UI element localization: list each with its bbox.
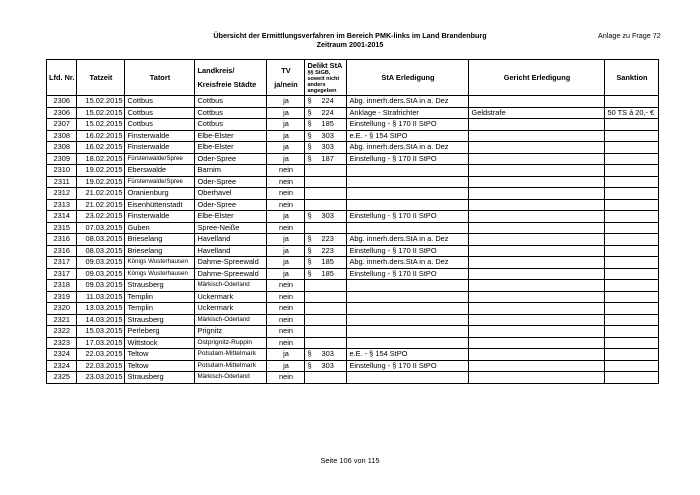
paragraph-symbol: § bbox=[307, 360, 312, 370]
table-row bbox=[47, 176, 659, 188]
table-row bbox=[47, 245, 659, 257]
cell-sta: e.E. - § 154 StPO bbox=[347, 349, 469, 361]
cell-sanktion bbox=[605, 360, 659, 372]
cell-sta bbox=[347, 165, 469, 177]
cell-delikt bbox=[305, 245, 347, 257]
cell-gericht bbox=[469, 153, 605, 165]
cell-nr: 2311 bbox=[47, 176, 77, 188]
cell-tatort: Cottbus bbox=[125, 119, 195, 131]
cell-tatort: Königs Wusterhausen bbox=[125, 257, 195, 269]
col-header-tatort: Tatort bbox=[125, 60, 195, 96]
cell-tv: nein bbox=[267, 199, 305, 211]
cell-sanktion bbox=[605, 188, 659, 200]
cell-tv: ja bbox=[267, 245, 305, 257]
table-row bbox=[47, 372, 659, 384]
table-row bbox=[47, 349, 659, 361]
cell-nr: 2312 bbox=[47, 188, 77, 200]
paragraph-symbol: § bbox=[307, 349, 312, 358]
cell-tatort: Strausberg bbox=[125, 314, 195, 326]
cell-landkreis: Dahme-Spreewald bbox=[195, 257, 267, 269]
cell-gericht bbox=[469, 165, 605, 177]
cell-nr: 2315 bbox=[47, 222, 77, 234]
cell-gericht bbox=[469, 280, 605, 292]
cell-sanktion bbox=[605, 372, 659, 384]
cell-landkreis: Prignitz bbox=[195, 326, 267, 338]
cell-nr: 2322 bbox=[47, 326, 77, 338]
cell-delikt bbox=[305, 257, 347, 269]
cell-tv: nein bbox=[267, 337, 305, 349]
paragraph-symbol: § bbox=[307, 245, 312, 255]
cell-sta: Einstellung - § 170 II StPO bbox=[347, 360, 469, 372]
cell-nr: 2323 bbox=[47, 337, 77, 349]
cell-sanktion bbox=[605, 119, 659, 131]
cell-sanktion bbox=[605, 280, 659, 292]
cell-delikt bbox=[305, 199, 347, 211]
col-header-tv-line2: ja/nein bbox=[274, 79, 298, 89]
table-row bbox=[47, 314, 659, 326]
title-line-1: Übersicht der Ermittlungsverfahren im Bereich PMK-links im Land Brandenburg bbox=[213, 31, 487, 40]
paragraph-number: 303 bbox=[321, 360, 334, 370]
cell-landkreis: Elbe-Elster bbox=[195, 142, 267, 154]
paragraph-symbol: § bbox=[307, 142, 312, 151]
cell-sta: Abg. innerh.ders.StA in a. Dez bbox=[347, 234, 469, 246]
cell-tatzeit: 23.03.2015 bbox=[77, 372, 125, 384]
col-header-tv-line1: TV bbox=[281, 65, 291, 75]
cell-tatzeit: 23.02.2015 bbox=[77, 211, 125, 223]
cell-gericht bbox=[469, 130, 605, 142]
cell-gericht bbox=[469, 326, 605, 338]
cell-delikt bbox=[305, 234, 347, 246]
table-header-row bbox=[47, 60, 659, 96]
table-row bbox=[47, 268, 659, 280]
cell-tatort: Finsterwalde bbox=[125, 211, 195, 223]
cell-delikt bbox=[305, 188, 347, 200]
cell-sta: Einstellung - § 170 II StPO bbox=[347, 153, 469, 165]
cell-nr: 2306 bbox=[47, 107, 77, 119]
cell-tv: ja bbox=[267, 142, 305, 154]
cell-landkreis: Havelland bbox=[195, 234, 267, 246]
cell-tatzeit: 09.03.2015 bbox=[77, 257, 125, 269]
cell-nr: 2308 bbox=[47, 130, 77, 142]
paragraph-number: 185 bbox=[321, 268, 334, 278]
cell-tatzeit: 14.03.2015 bbox=[77, 314, 125, 326]
cell-nr: 2318 bbox=[47, 280, 77, 292]
cell-sanktion bbox=[605, 234, 659, 246]
cell-delikt bbox=[305, 222, 347, 234]
cell-landkreis: Ostprignitz-Ruppin bbox=[195, 337, 267, 349]
cell-tv: ja bbox=[267, 257, 305, 269]
cell-tv: nein bbox=[267, 222, 305, 234]
cell-gericht bbox=[469, 291, 605, 303]
cell-landkreis: Märkisch-Oderland bbox=[195, 372, 267, 384]
cell-tatort: Wittstock bbox=[125, 337, 195, 349]
table-row bbox=[47, 291, 659, 303]
cell-delikt bbox=[305, 314, 347, 326]
cell-nr: 2321 bbox=[47, 314, 77, 326]
cell-tatzeit: 16.02.2015 bbox=[77, 142, 125, 154]
cell-tv: ja bbox=[267, 234, 305, 246]
cell-tv: ja bbox=[267, 130, 305, 142]
cell-delikt bbox=[305, 360, 347, 372]
cell-tatort: Finsterwalde bbox=[125, 130, 195, 142]
col-header-delikt-title: Delikt StA bbox=[307, 61, 343, 70]
cell-delikt bbox=[305, 107, 347, 119]
cell-landkreis: Elbe-Elster bbox=[195, 211, 267, 223]
cell-tv: nein bbox=[267, 291, 305, 303]
table-row bbox=[47, 222, 659, 234]
document-title bbox=[0, 31, 700, 49]
cell-gericht bbox=[469, 268, 605, 280]
cell-tatzeit: 08.03.2015 bbox=[77, 234, 125, 246]
cell-gericht bbox=[469, 199, 605, 211]
col-header-tatzeit: Tatzeit bbox=[77, 60, 125, 96]
cell-nr: 2310 bbox=[47, 165, 77, 177]
paragraph-symbol: § bbox=[307, 211, 312, 220]
col-header-nr: Lfd. Nr. bbox=[47, 60, 77, 96]
cell-sanktion bbox=[605, 176, 659, 188]
cell-sanktion bbox=[605, 130, 659, 142]
cell-sanktion bbox=[605, 337, 659, 349]
cell-sanktion bbox=[605, 303, 659, 315]
table-row bbox=[47, 337, 659, 349]
paragraph-symbol: § bbox=[307, 257, 312, 266]
cell-landkreis: Potsdam-Mittelmark bbox=[195, 349, 267, 361]
paragraph-number: 185 bbox=[321, 257, 334, 266]
cell-tatort: Templin bbox=[125, 291, 195, 303]
cell-tatzeit: 22.03.2015 bbox=[77, 360, 125, 372]
cell-tv: nein bbox=[267, 314, 305, 326]
cell-tatzeit: 09.03.2015 bbox=[77, 280, 125, 292]
cell-tv: nein bbox=[267, 176, 305, 188]
table-row bbox=[47, 257, 659, 269]
cell-nr: 2316 bbox=[47, 245, 77, 257]
cell-landkreis: Oberhavel bbox=[195, 188, 267, 200]
cell-gericht bbox=[469, 96, 605, 108]
cell-tatzeit: 07.03.2015 bbox=[77, 222, 125, 234]
cell-sanktion bbox=[605, 211, 659, 223]
cell-sta bbox=[347, 280, 469, 292]
cell-tatzeit: 09.03.2015 bbox=[77, 268, 125, 280]
cell-tatzeit: 15.02.2015 bbox=[77, 96, 125, 108]
cell-tv: nein bbox=[267, 188, 305, 200]
cell-delikt bbox=[305, 130, 347, 142]
cell-tatort: Brieselang bbox=[125, 234, 195, 246]
cell-landkreis: Spree-Neiße bbox=[195, 222, 267, 234]
cell-sta bbox=[347, 303, 469, 315]
cell-delikt bbox=[305, 337, 347, 349]
cell-gericht bbox=[469, 245, 605, 257]
cell-landkreis: Dahme-Spreewald bbox=[195, 268, 267, 280]
cell-tatort: Templin bbox=[125, 303, 195, 315]
cell-tatzeit: 15.03.2015 bbox=[77, 326, 125, 338]
annex-label: Anlage zu Frage 72 bbox=[598, 31, 661, 40]
paragraph-number: 303 bbox=[321, 130, 334, 140]
cell-tatort: Teltow bbox=[125, 360, 195, 372]
cell-landkreis: Elbe-Elster bbox=[195, 130, 267, 142]
cell-sta bbox=[347, 188, 469, 200]
cell-delikt bbox=[305, 303, 347, 315]
cell-tatzeit: 21.02.2015 bbox=[77, 199, 125, 211]
table-body bbox=[47, 96, 659, 384]
table-row bbox=[47, 142, 659, 154]
paragraph-number: 303 bbox=[321, 349, 334, 358]
cell-gericht bbox=[469, 257, 605, 269]
cell-delikt bbox=[305, 268, 347, 280]
cell-sanktion bbox=[605, 165, 659, 177]
cell-delikt bbox=[305, 211, 347, 223]
table-row bbox=[47, 326, 659, 338]
table-row bbox=[47, 211, 659, 223]
cell-sta: Anklage - Strafrichter bbox=[347, 107, 469, 119]
cell-gericht bbox=[469, 222, 605, 234]
table-row bbox=[47, 119, 659, 131]
paragraph-symbol: § bbox=[307, 153, 312, 163]
cell-tatzeit: 11.03.2015 bbox=[77, 291, 125, 303]
paragraph-number: 223 bbox=[321, 234, 334, 243]
cell-delikt bbox=[305, 176, 347, 188]
cell-tatort: Strausberg bbox=[125, 280, 195, 292]
cell-sta bbox=[347, 372, 469, 384]
cell-nr: 2307 bbox=[47, 119, 77, 131]
cell-sta bbox=[347, 337, 469, 349]
cell-nr: 2313 bbox=[47, 199, 77, 211]
proceedings-table bbox=[46, 59, 659, 384]
cell-tatzeit: 15.02.2015 bbox=[77, 119, 125, 131]
cell-sta: Abg. innerh.ders.StA in a. Dez bbox=[347, 142, 469, 154]
cell-nr: 2309 bbox=[47, 153, 77, 165]
cell-delikt bbox=[305, 96, 347, 108]
cell-nr: 2324 bbox=[47, 349, 77, 361]
cell-tatort: Eisenhüttenstadt bbox=[125, 199, 195, 211]
paragraph-number: 187 bbox=[321, 153, 334, 163]
cell-delikt bbox=[305, 165, 347, 177]
cell-landkreis: Barnim bbox=[195, 165, 267, 177]
paragraph-symbol: § bbox=[307, 107, 312, 117]
cell-tv: nein bbox=[267, 372, 305, 384]
cell-sta bbox=[347, 314, 469, 326]
cell-gericht: Geldstrafe bbox=[469, 107, 605, 119]
cell-gericht bbox=[469, 211, 605, 223]
cell-sta: Abg. innerh.ders.StA in a. Dez bbox=[347, 257, 469, 269]
cell-tatort: Perleberg bbox=[125, 326, 195, 338]
cell-tatort: Eberswalde bbox=[125, 165, 195, 177]
table-row bbox=[47, 360, 659, 372]
cell-landkreis: Oder-Spree bbox=[195, 153, 267, 165]
cell-nr: 2306 bbox=[47, 96, 77, 108]
cell-tatort: Brieselang bbox=[125, 245, 195, 257]
cell-sanktion bbox=[605, 291, 659, 303]
col-header-landkreis bbox=[195, 60, 267, 96]
cell-sanktion bbox=[605, 245, 659, 257]
cell-gericht bbox=[469, 372, 605, 384]
cell-sanktion bbox=[605, 96, 659, 108]
table-row bbox=[47, 96, 659, 108]
cell-tatort: Teltow bbox=[125, 349, 195, 361]
cell-tatort: Finsterwalde bbox=[125, 142, 195, 154]
cell-sanktion bbox=[605, 314, 659, 326]
cell-nr: 2325 bbox=[47, 372, 77, 384]
cell-gericht bbox=[469, 142, 605, 154]
cell-tatzeit: 17.03.2015 bbox=[77, 337, 125, 349]
cell-tatort: Strausberg bbox=[125, 372, 195, 384]
cell-gericht bbox=[469, 234, 605, 246]
cell-tv: ja bbox=[267, 96, 305, 108]
cell-nr: 2319 bbox=[47, 291, 77, 303]
cell-sanktion bbox=[605, 268, 659, 280]
cell-landkreis: Potsdam-Mittelmark bbox=[195, 360, 267, 372]
cell-tv: ja bbox=[267, 107, 305, 119]
col-header-sta: StA Erledigung bbox=[347, 60, 469, 96]
table-row bbox=[47, 107, 659, 119]
cell-tatort: Fürstenwalde/Spree bbox=[125, 176, 195, 188]
table-row bbox=[47, 234, 659, 246]
cell-sta bbox=[347, 326, 469, 338]
cell-landkreis: Uckermark bbox=[195, 303, 267, 315]
paragraph-symbol: § bbox=[307, 96, 312, 105]
table-row bbox=[47, 130, 659, 142]
cell-delikt bbox=[305, 349, 347, 361]
cell-delikt bbox=[305, 119, 347, 131]
cell-landkreis: Märkisch-Oderland bbox=[195, 314, 267, 326]
cell-gericht bbox=[469, 337, 605, 349]
cell-gericht bbox=[469, 176, 605, 188]
col-header-landkreis-line2: Kreisfreie Städte bbox=[197, 79, 257, 89]
cell-tatzeit: 19.02.2015 bbox=[77, 165, 125, 177]
cell-tv: ja bbox=[267, 119, 305, 131]
cell-tatort: Fürstenwalde/Spree bbox=[125, 153, 195, 165]
cell-nr: 2317 bbox=[47, 257, 77, 269]
cell-gericht bbox=[469, 303, 605, 315]
cell-sta: Einstellung - § 170 II StPO bbox=[347, 211, 469, 223]
cell-delikt bbox=[305, 142, 347, 154]
cell-tv: nein bbox=[267, 303, 305, 315]
paragraph-number: 223 bbox=[321, 245, 334, 255]
cell-tatort: Oranienburg bbox=[125, 188, 195, 200]
cell-nr: 2320 bbox=[47, 303, 77, 315]
cell-tatzeit: 21.02.2015 bbox=[77, 188, 125, 200]
cell-tatort: Königs Wusterhausen bbox=[125, 268, 195, 280]
cell-landkreis: Cottbus bbox=[195, 119, 267, 131]
cell-tv: nein bbox=[267, 280, 305, 292]
table-row bbox=[47, 153, 659, 165]
cell-sta bbox=[347, 291, 469, 303]
col-header-gericht: Gericht Erledigung bbox=[469, 60, 605, 96]
cell-nr: 2316 bbox=[47, 234, 77, 246]
col-header-sanktion: Sanktion bbox=[605, 60, 659, 96]
cell-tatzeit: 08.03.2015 bbox=[77, 245, 125, 257]
cell-gericht bbox=[469, 314, 605, 326]
cell-delikt bbox=[305, 326, 347, 338]
paragraph-number: 224 bbox=[321, 96, 334, 105]
cell-nr: 2317 bbox=[47, 268, 77, 280]
cell-sta bbox=[347, 222, 469, 234]
cell-landkreis: Oder-Spree bbox=[195, 176, 267, 188]
cell-gericht bbox=[469, 119, 605, 131]
cell-delikt bbox=[305, 280, 347, 292]
cell-gericht bbox=[469, 360, 605, 372]
cell-tv: ja bbox=[267, 268, 305, 280]
paragraph-symbol: § bbox=[307, 234, 312, 243]
cell-sta bbox=[347, 199, 469, 211]
cell-sta bbox=[347, 176, 469, 188]
paragraph-number: 185 bbox=[321, 119, 334, 128]
cell-landkreis: Oder-Spree bbox=[195, 199, 267, 211]
cell-sanktion bbox=[605, 199, 659, 211]
cell-gericht bbox=[469, 349, 605, 361]
cell-tv: nein bbox=[267, 326, 305, 338]
col-header-delikt bbox=[305, 60, 347, 96]
cell-landkreis: Cottbus bbox=[195, 96, 267, 108]
cell-landkreis: Havelland bbox=[195, 245, 267, 257]
col-header-landkreis-line1: Landkreis/ bbox=[197, 65, 235, 75]
paragraph-number: 224 bbox=[321, 107, 334, 117]
title-line-2: Zeitraum 2001-2015 bbox=[316, 40, 384, 49]
cell-sta: Abg. innerh.ders.StA in a. Dez bbox=[347, 96, 469, 108]
cell-tatzeit: 18.02.2015 bbox=[77, 153, 125, 165]
cell-tatzeit: 15.02.2015 bbox=[77, 107, 125, 119]
col-header-tv bbox=[267, 60, 305, 96]
paragraph-number: 303 bbox=[321, 211, 334, 220]
cell-tv: nein bbox=[267, 165, 305, 177]
cell-tv: ja bbox=[267, 211, 305, 223]
cell-sta: Einstellung - § 170 II StPO bbox=[347, 245, 469, 257]
cell-landkreis: Märkisch-Oderland bbox=[195, 280, 267, 292]
paragraph-symbol: § bbox=[307, 268, 312, 278]
cell-nr: 2314 bbox=[47, 211, 77, 223]
cell-tv: ja bbox=[267, 153, 305, 165]
cell-tatzeit: 19.02.2015 bbox=[77, 176, 125, 188]
cell-tatort: Cottbus bbox=[125, 96, 195, 108]
cell-tatzeit: 13.03.2015 bbox=[77, 303, 125, 315]
cell-sta: Einstellung - § 170 II StPO bbox=[347, 119, 469, 131]
cell-sanktion bbox=[605, 349, 659, 361]
table-row bbox=[47, 280, 659, 292]
cell-sanktion bbox=[605, 257, 659, 269]
cell-sanktion: 50 TS á 20,- € bbox=[605, 107, 659, 119]
table-row bbox=[47, 165, 659, 177]
cell-tatzeit: 16.02.2015 bbox=[77, 130, 125, 142]
cell-tatort: Cottbus bbox=[125, 107, 195, 119]
table-row bbox=[47, 303, 659, 315]
cell-nr: 2308 bbox=[47, 142, 77, 154]
cell-landkreis: Cottbus bbox=[195, 107, 267, 119]
cell-sanktion bbox=[605, 326, 659, 338]
cell-nr: 2324 bbox=[47, 360, 77, 372]
cell-sta: Einstellung - § 170 II StPO bbox=[347, 268, 469, 280]
cell-tatzeit: 22.03.2015 bbox=[77, 349, 125, 361]
col-header-delikt-note: §§ StGB, soweit nicht anders angegeben bbox=[307, 70, 340, 94]
cell-delikt bbox=[305, 291, 347, 303]
cell-landkreis: Uckermark bbox=[195, 291, 267, 303]
cell-sanktion bbox=[605, 153, 659, 165]
cell-sanktion bbox=[605, 222, 659, 234]
cell-sanktion bbox=[605, 142, 659, 154]
paragraph-symbol: § bbox=[307, 119, 312, 128]
cell-gericht bbox=[469, 188, 605, 200]
cell-sta: e.E. - § 154 StPO bbox=[347, 130, 469, 142]
paragraph-number: 303 bbox=[321, 142, 334, 151]
cell-tatort: Guben bbox=[125, 222, 195, 234]
cell-tv: ja bbox=[267, 349, 305, 361]
paragraph-symbol: § bbox=[307, 130, 312, 140]
page-number: Seite 106 von 115 bbox=[320, 456, 380, 465]
table-row bbox=[47, 199, 659, 211]
table-row bbox=[47, 188, 659, 200]
cell-delikt bbox=[305, 153, 347, 165]
cell-delikt bbox=[305, 372, 347, 384]
cell-tv: ja bbox=[267, 360, 305, 372]
